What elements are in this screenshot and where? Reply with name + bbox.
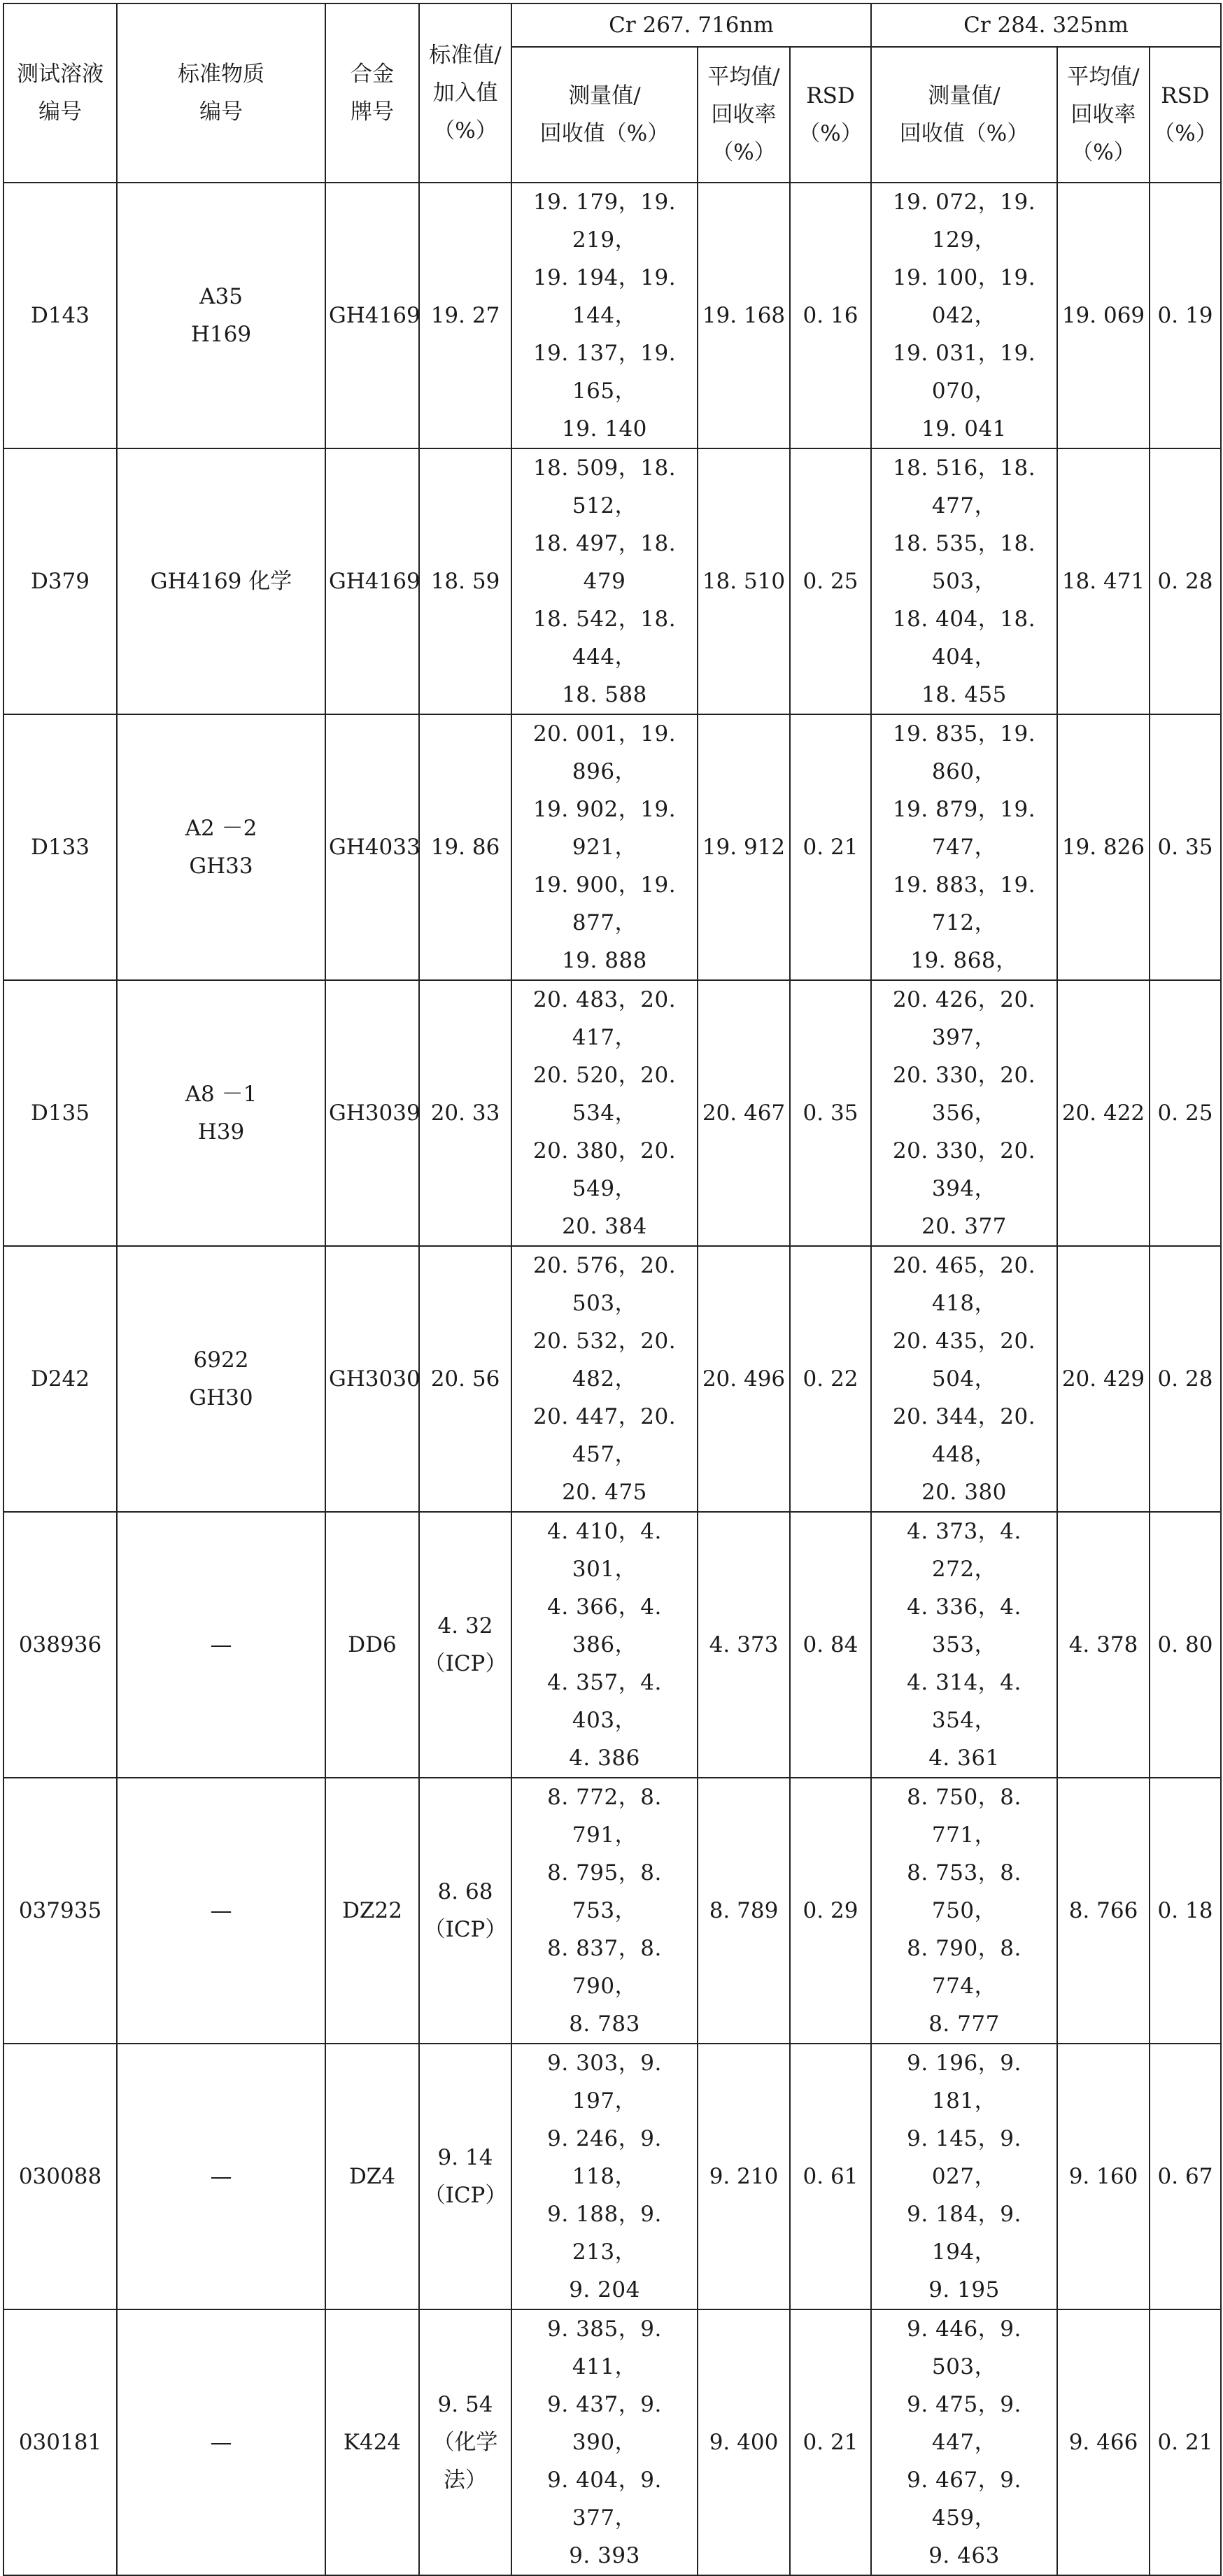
- cell-measured-1: 18. 509，18. 512， 18. 497，18. 479 18. 542，18. 444， 18. 588: [511, 448, 698, 714]
- cell-ref-material: GH4169 化学: [117, 448, 325, 714]
- cell-rsd-1: 0. 61: [790, 2044, 871, 2309]
- table-row: [3, 2309, 1221, 2575]
- table-row: [3, 448, 1221, 714]
- cell-mean-2: 20. 422: [1057, 980, 1150, 1246]
- header-measured-1: 测量值/ 回收值（%）: [511, 47, 698, 183]
- cell-mean-1: 9. 210: [698, 2044, 790, 2309]
- cell-mean-2: 9. 466: [1057, 2309, 1150, 2575]
- table-row: [3, 1246, 1221, 1512]
- header-mean-1: 平均值/ 回收率 （%）: [698, 47, 790, 183]
- cell-measured-1: 19. 179，19. 219， 19. 194，19. 144， 19. 137，19. 165， 19. 140: [511, 183, 698, 448]
- cell-alloy: GH4169: [325, 183, 419, 448]
- cell-measured-2: 9. 196，9. 181， 9. 145，9. 027， 9. 184，9. 194， 9. 195: [871, 2044, 1057, 2309]
- cell-rsd-1: 0. 22: [790, 1246, 871, 1512]
- header-line-cr284: Cr 284. 325nm: [871, 3, 1221, 47]
- cell-measured-2: 19. 835，19. 860， 19. 879，19. 747， 19. 883，19. 712， 19. 868，: [871, 714, 1057, 980]
- cell-measured-2: 20. 465，20. 418， 20. 435，20. 504， 20. 344，20. 448， 20. 380: [871, 1246, 1057, 1512]
- cell-measured-1: 4. 410，4. 301， 4. 366，4. 386， 4. 357，4. 403， 4. 386: [511, 1512, 698, 1778]
- header-alloy-grade: 合金 牌号: [325, 3, 419, 183]
- cell-solution-no: 038936: [3, 1512, 117, 1778]
- table-body: [3, 183, 1221, 2575]
- cell-mean-2: 19. 069: [1057, 183, 1150, 448]
- cell-ref-material: 6922 GH30: [117, 1246, 325, 1512]
- cell-measured-1: 9. 385，9. 411， 9. 437，9. 390， 9. 404，9. 377， 9. 393: [511, 2309, 698, 2575]
- cell-rsd-2: 0. 28: [1150, 1246, 1221, 1512]
- cell-rsd-1: 0. 16: [790, 183, 871, 448]
- table-row: [3, 1512, 1221, 1778]
- cell-ref-material: —: [117, 1778, 325, 2044]
- cell-rsd-1: 0. 84: [790, 1512, 871, 1778]
- header-std-value: 标准值/ 加入值 （%）: [419, 3, 511, 183]
- cell-solution-no: D379: [3, 448, 117, 714]
- cell-solution-no: D135: [3, 980, 117, 1246]
- cell-mean-2: 4. 378: [1057, 1512, 1150, 1778]
- cell-rsd-2: 0. 21: [1150, 2309, 1221, 2575]
- cell-measured-2: 18. 516，18. 477， 18. 535，18. 503， 18. 404，18. 404， 18. 455: [871, 448, 1057, 714]
- cell-alloy: DZ22: [325, 1778, 419, 2044]
- cell-ref-material: A2 －2 GH33: [117, 714, 325, 980]
- header-mean-2: 平均值/ 回收率 （%）: [1057, 47, 1150, 183]
- cell-measured-1: 8. 772，8. 791， 8. 795，8. 753， 8. 837，8. 790， 8. 783: [511, 1778, 698, 2044]
- cell-std-value: 18. 59: [419, 448, 511, 714]
- cell-mean-2: 8. 766: [1057, 1778, 1150, 2044]
- cell-solution-no: D242: [3, 1246, 117, 1512]
- cell-alloy: GH4033: [325, 714, 419, 980]
- cell-measured-1: 20. 001，19. 896， 19. 902，19. 921， 19. 900，19. 877， 19. 888: [511, 714, 698, 980]
- cell-solution-no: 030181: [3, 2309, 117, 2575]
- cell-alloy: GH3039: [325, 980, 419, 1246]
- table-row: [3, 1778, 1221, 2044]
- cell-alloy: K424: [325, 2309, 419, 2575]
- cell-alloy: GH4169: [325, 448, 419, 714]
- cell-measured-1: 9. 303，9. 197， 9. 246，9. 118， 9. 188，9. 213， 9. 204: [511, 2044, 698, 2309]
- cell-std-value: 19. 27: [419, 183, 511, 448]
- cell-ref-material: A8 －1 H39: [117, 980, 325, 1246]
- cell-measured-2: 20. 426，20. 397， 20. 330，20. 356， 20. 330，20. 394， 20. 377: [871, 980, 1057, 1246]
- cell-std-value: 19. 86: [419, 714, 511, 980]
- cell-mean-2: 9. 160: [1057, 2044, 1150, 2309]
- cell-rsd-2: 0. 67: [1150, 2044, 1221, 2309]
- table-row: [3, 2044, 1221, 2309]
- cell-measured-2: 8. 750，8. 771， 8. 753，8. 750， 8. 790，8. 774， 8. 777: [871, 1778, 1057, 2044]
- cell-alloy: DZ4: [325, 2044, 419, 2309]
- cell-std-value: 20. 56: [419, 1246, 511, 1512]
- table-row: [3, 980, 1221, 1246]
- cell-solution-no: D133: [3, 714, 117, 980]
- cell-mean-1: 9. 400: [698, 2309, 790, 2575]
- cell-ref-material: —: [117, 1512, 325, 1778]
- cell-ref-material: A35 H169: [117, 183, 325, 448]
- cell-solution-no: 037935: [3, 1778, 117, 2044]
- cell-measured-2: 4. 373，4. 272， 4. 336，4. 353， 4. 314，4. 354， 4. 361: [871, 1512, 1057, 1778]
- cell-rsd-2: 0. 35: [1150, 714, 1221, 980]
- cell-std-value: 4. 32 （ICP）: [419, 1512, 511, 1778]
- cell-rsd-1: 0. 35: [790, 980, 871, 1246]
- cell-ref-material: —: [117, 2044, 325, 2309]
- table-row: [3, 183, 1221, 448]
- cell-rsd-2: 0. 25: [1150, 980, 1221, 1246]
- cell-measured-1: 20. 576，20. 503， 20. 532，20. 482， 20. 447，20. 457， 20. 475: [511, 1246, 698, 1512]
- data-table: [3, 3, 1222, 2576]
- table-row: [3, 714, 1221, 980]
- header-measured-2: 测量值/ 回收值（%）: [871, 47, 1057, 183]
- cell-mean-1: 20. 467: [698, 980, 790, 1246]
- cell-alloy: DD6: [325, 1512, 419, 1778]
- cell-alloy: GH3030: [325, 1246, 419, 1512]
- cell-mean-1: 19. 168: [698, 183, 790, 448]
- cell-mean-2: 20. 429: [1057, 1246, 1150, 1512]
- cell-solution-no: D143: [3, 183, 117, 448]
- header-ref-material-no: 标准物质 编号: [117, 3, 325, 183]
- table-header: [3, 3, 1221, 183]
- cell-rsd-2: 0. 19: [1150, 183, 1221, 448]
- cell-std-value: 9. 54 （化学法）: [419, 2309, 511, 2575]
- cell-rsd-1: 0. 25: [790, 448, 871, 714]
- cell-mean-1: 20. 496: [698, 1246, 790, 1512]
- cell-std-value: 20. 33: [419, 980, 511, 1246]
- header-solution-no: 测试溶液 编号: [3, 3, 117, 183]
- header-rsd-2: RSD （%）: [1150, 47, 1221, 183]
- cell-rsd-1: 0. 21: [790, 2309, 871, 2575]
- cell-rsd-1: 0. 21: [790, 714, 871, 980]
- cell-rsd-1: 0. 29: [790, 1778, 871, 2044]
- cell-measured-2: 19. 072，19. 129， 19. 100，19. 042， 19. 031，19. 070， 19. 041: [871, 183, 1057, 448]
- cell-mean-2: 19. 826: [1057, 714, 1150, 980]
- header-rsd-1: RSD （%）: [790, 47, 871, 183]
- cell-measured-1: 20. 483，20. 417， 20. 520，20. 534， 20. 380，20. 549， 20. 384: [511, 980, 698, 1246]
- cell-std-value: 9. 14 （ICP）: [419, 2044, 511, 2309]
- cell-mean-1: 18. 510: [698, 448, 790, 714]
- cell-mean-1: 4. 373: [698, 1512, 790, 1778]
- cell-solution-no: 030088: [3, 2044, 117, 2309]
- cell-measured-2: 9. 446，9. 503， 9. 475，9. 447， 9. 467，9. 459， 9. 463: [871, 2309, 1057, 2575]
- cell-std-value: 8. 68 （ICP）: [419, 1778, 511, 2044]
- cell-mean-1: 19. 912: [698, 714, 790, 980]
- header-line-cr267: Cr 267. 716nm: [511, 3, 871, 47]
- cell-rsd-2: 0. 18: [1150, 1778, 1221, 2044]
- cell-ref-material: —: [117, 2309, 325, 2575]
- cell-rsd-2: 0. 80: [1150, 1512, 1221, 1778]
- cell-mean-1: 8. 789: [698, 1778, 790, 2044]
- cell-mean-2: 18. 471: [1057, 448, 1150, 714]
- cell-rsd-2: 0. 28: [1150, 448, 1221, 714]
